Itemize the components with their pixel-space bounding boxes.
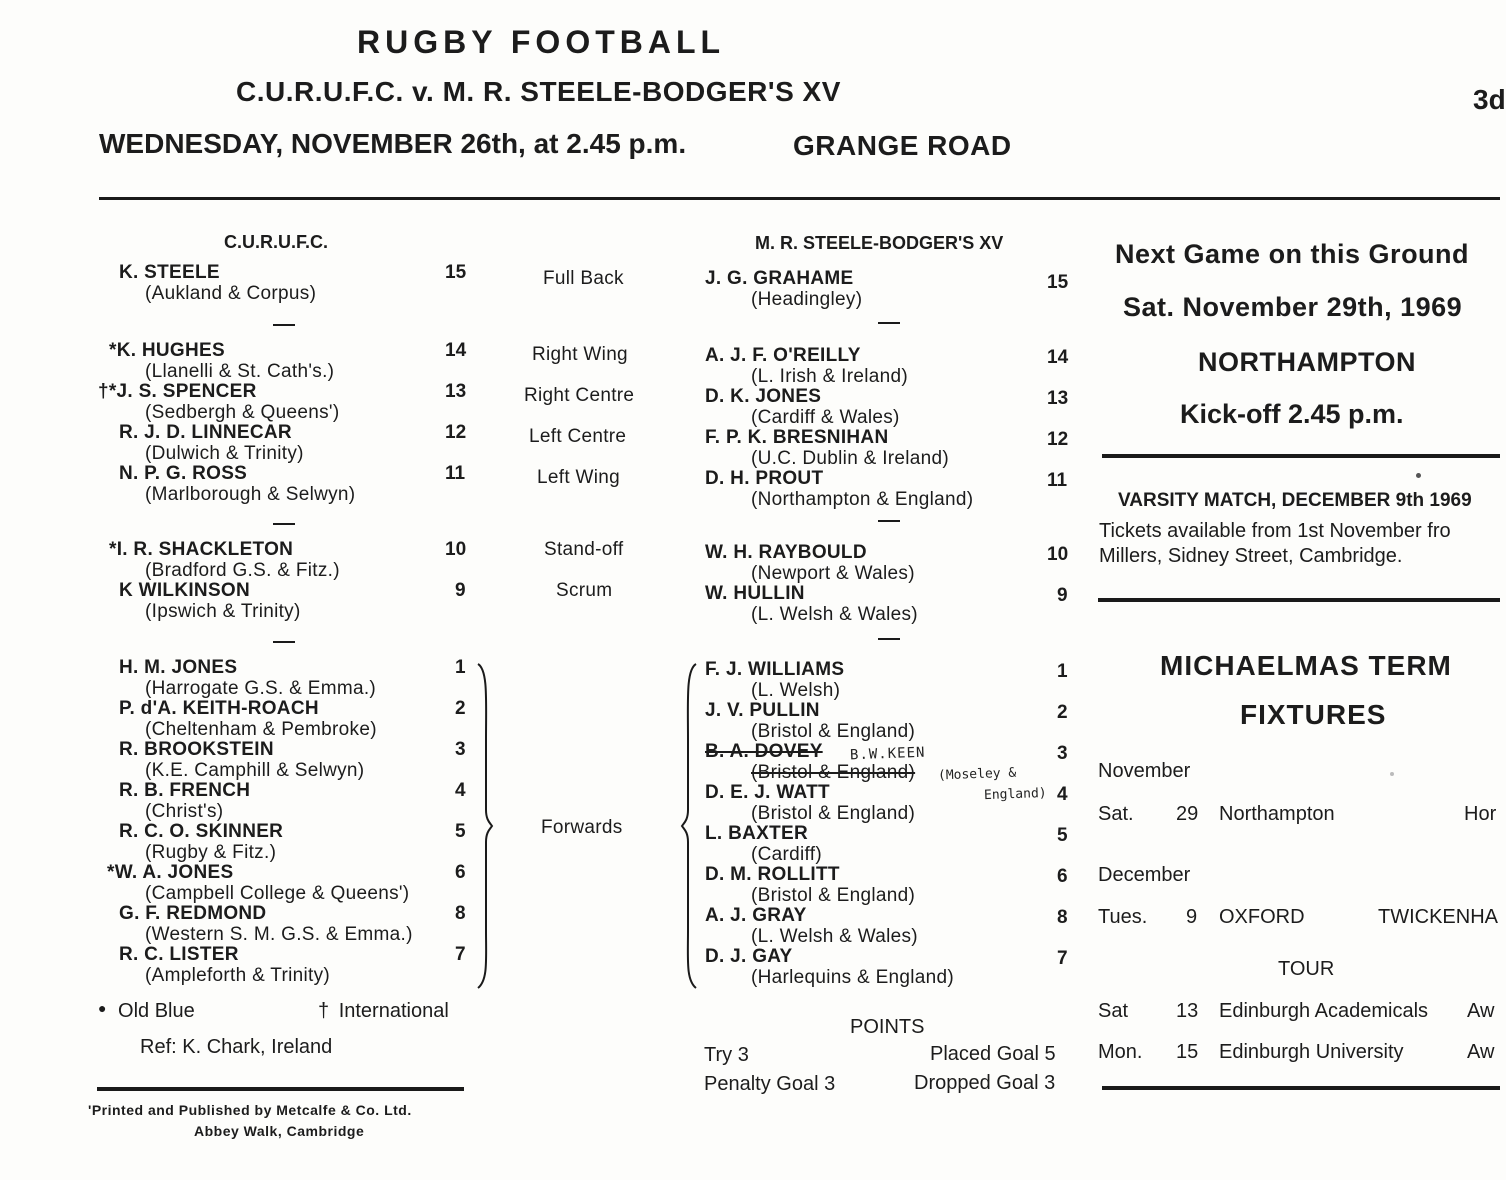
handwritten-replacement-name: B.W.KEEN [849,744,926,764]
player-name: R. J. D. LINNECAR [119,422,292,443]
player-club: (Dulwich & Trinity) [145,443,304,464]
fixture-opponent: OXFORD [1219,906,1305,928]
fixture-date: 9 [1186,906,1198,928]
player-club: (Bristol & England) [751,721,916,742]
player-number: 2 [455,698,466,719]
player-name: J. G. GRAHAME [705,268,854,289]
fixture-day: Sat [1098,1000,1129,1022]
player-name: R. C. O. SKINNER [119,821,284,842]
player-club: (Cardiff) [751,844,822,865]
divider-dash [273,523,295,525]
player-name: N. P. G. ROSS [119,463,248,484]
varsity-tickets-line-2: Millers, Sidney Street, Cambridge. [1099,545,1403,567]
fixture-venue: Hor [1464,803,1497,825]
speck [1390,772,1394,776]
player-club: (Ampleforth & Trinity) [145,965,331,986]
player-number: 14 [445,340,467,361]
player-name: D. E. J. WATT [705,782,830,803]
fixtures-title-2: FIXTURES [1240,699,1387,730]
fixtures-bottom-divider [1102,1086,1500,1090]
points-dropped-goal: Dropped Goal 3 [914,1072,1056,1094]
player-number: 15 [1047,272,1069,293]
points-heading: POINTS [850,1016,925,1038]
player-name: H. M. JONES [119,657,238,678]
old-blue-label: Old Blue [118,1000,195,1022]
home-forwards-bracket [470,660,500,992]
fixture-venue: Aw [1467,1000,1495,1022]
player-number: 9 [455,580,466,601]
player-number: 10 [1047,544,1069,565]
handwritten-replacement-club-1: (Moseley & [937,765,1017,784]
fixture-day: Sat. [1098,803,1134,825]
position-label: Left Centre [529,426,627,447]
player-club: (Harlequins & England) [751,967,955,988]
player-name: F. P. K. BRESNIHAN [705,427,889,448]
player-name: D. K. JONES [705,386,822,407]
player-number: 2 [1057,702,1068,723]
away-team-heading: M. R. STEELE-BODGER'S XV [755,233,1004,253]
player-number: 3 [1057,743,1068,764]
fixture-venue: Aw [1467,1041,1495,1063]
fixtures-tour-heading: TOUR [1278,958,1335,980]
player-club: (L. Welsh) [751,680,841,701]
player-club: (Sedbergh & Queens') [145,402,340,423]
player-number: 8 [1057,907,1068,928]
referee: Ref: K. Chark, Ireland [140,1036,333,1058]
match-venue: GRANGE ROAD [793,130,1012,161]
fixtures-month-november: November [1098,760,1191,782]
player-club: (Newport & Wales) [751,563,915,584]
player-club: (Bristol & England) [751,762,916,783]
player-name: J. V. PULLIN [705,700,820,721]
fixture-date: 15 [1176,1041,1199,1063]
player-club: (L. Welsh & Wales) [751,926,918,947]
international-label: International [338,1000,449,1022]
next-game-kickoff: Kick-off 2.45 p.m. [1180,399,1404,429]
player-club: (Western S. M. G.S. & Emma.) [145,924,413,945]
player-club: (Ipswich & Trinity) [145,601,301,622]
player-number: 4 [1057,784,1068,805]
player-number: 8 [455,903,466,924]
next-game-line-1: Next Game on this Ground [1115,239,1470,269]
player-club: (Bradford G.S. & Fitz.) [145,560,340,581]
player-club: (Rugby & Fitz.) [145,842,277,863]
player-name: W. HULLIN [705,583,805,604]
player-number: 9 [1057,585,1068,606]
player-club: (Northampton & England) [751,489,974,510]
fixture-opponent: Edinburgh University [1219,1041,1404,1063]
player-number: 13 [445,381,467,402]
next-game-opponent: NORTHAMPTON [1198,347,1416,377]
player-number: 4 [455,780,466,801]
printer-line-1: 'Printed and Published by Metcalfe & Co. Ltd. [88,1102,412,1118]
player-club: (Bristol & England) [751,885,916,906]
player-name: B. A. DOVEY [705,741,823,762]
player-number: 12 [1047,429,1069,450]
divider-dash [273,641,295,643]
player-club: (K.E. Camphill & Selwyn) [145,760,365,781]
old-blue-legend [98,1000,195,1023]
player-name: *W. A. JONES [107,862,234,883]
player-number: 7 [455,944,466,965]
header-divider [99,197,1500,200]
divider-dash [878,520,900,522]
divider-dash [878,322,900,324]
player-number: 12 [445,422,467,443]
player-club: (Campbell College & Queens') [145,883,410,904]
player-name: P. d'A. KEITH-ROACH [119,698,319,719]
player-club: (L. Welsh & Wales) [751,604,918,625]
player-club: (Christ's) [145,801,224,822]
player-number: 1 [455,657,466,678]
player-name: A. J. GRAY [705,905,807,926]
page-title: RUGBY FOOTBALL [357,24,726,60]
player-name: D. M. ROLLITT [705,864,840,885]
match-date: WEDNESDAY, NOVEMBER 26th, at 2.45 p.m. [99,128,687,159]
varsity-title: VARSITY MATCH, DECEMBER 9th 1969 [1118,490,1472,511]
next-game-divider [1102,454,1500,458]
player-name: K WILKINSON [119,580,251,601]
points-placed-goal: Placed Goal 5 [930,1043,1056,1065]
handwritten-replacement-club-2: England) [983,785,1047,804]
player-number: 14 [1047,347,1069,368]
position-label: Stand-off [544,539,624,560]
player-number: 10 [445,539,467,560]
fixture-opponent: Northampton [1219,803,1335,825]
away-forwards-bracket [674,660,704,992]
player-club: (U.C. Dublin & Ireland) [751,448,950,469]
player-number: 15 [445,262,467,283]
player-number: 11 [445,463,466,484]
position-label: Full Back [543,268,624,289]
player-name: D. J. GAY [705,946,793,967]
player-number: 1 [1057,661,1068,682]
player-name: W. H. RAYBOULD [705,542,867,563]
varsity-divider [1098,598,1500,602]
player-name: *I. R. SHACKLETON [109,539,294,560]
fixture-day: Tues. [1098,906,1148,928]
position-label: Scrum [556,580,613,601]
player-name: R. BROOKSTEIN [119,739,274,760]
fixtures-month-december: December [1098,864,1191,886]
player-name: †*J. S. SPENCER [98,381,257,402]
programme-price: 3d [1473,84,1506,115]
bullet-icon: ● [98,1000,107,1016]
player-name: F. J. WILLIAMS [705,659,845,680]
player-name: A. J. F. O'REILLY [705,345,861,366]
player-name: K. STEELE [119,262,220,283]
fixture-date: 29 [1176,803,1199,825]
fixture-opponent: Edinburgh Academicals [1219,1000,1429,1022]
player-number: 7 [1057,948,1068,969]
player-club: (Cheltenham & Pembroke) [145,719,377,740]
player-number: 6 [455,862,466,883]
player-club: (Harrogate G.S. & Emma.) [145,678,377,699]
dagger-icon: † [318,1000,330,1022]
player-name: G. F. REDMOND [119,903,267,924]
player-club: (Cardiff & Wales) [751,407,900,428]
home-team-heading: C.U.R.U.F.C. [224,232,329,252]
player-name: L. BAXTER [705,823,808,844]
position-label: Forwards [541,817,623,838]
player-number: 11 [1047,470,1068,491]
match-title: C.U.R.U.F.C. v. M. R. STEELE-BODGER'S XV [236,76,841,107]
fixture-date: 13 [1176,1000,1199,1022]
points-penalty-goal: Penalty Goal 3 [704,1073,836,1095]
position-label: Right Wing [532,344,628,365]
player-number: 6 [1057,866,1068,887]
divider-dash [273,324,295,326]
player-club: (L. Irish & Ireland) [751,366,908,387]
player-club: (Llanelli & St. Cath's.) [145,361,335,382]
player-name: D. H. PROUT [705,468,824,489]
fixture-day: Mon. [1098,1041,1143,1063]
player-name: *K. HUGHES [109,340,225,361]
fixtures-title-1: MICHAELMAS TERM [1160,650,1452,681]
player-club: (Headingley) [751,289,863,310]
points-try: Try 3 [704,1044,749,1066]
position-label: Left Wing [537,467,620,488]
international-legend [318,1000,449,1023]
next-game-line-2: Sat. November 29th, 1969 [1123,292,1463,322]
player-name: R. B. FRENCH [119,780,251,801]
divider-dash [878,638,900,640]
varsity-tickets-line-1: Tickets available from 1st November fro [1099,520,1451,542]
player-club: (Marlborough & Selwyn) [145,484,356,505]
fixture-venue: TWICKENHA [1378,906,1498,928]
printer-line-2: Abbey Walk, Cambridge [194,1123,365,1139]
position-label: Right Centre [524,385,635,406]
footer-divider [97,1087,464,1091]
player-club: (Aukland & Corpus) [145,283,317,304]
player-number: 5 [455,821,466,842]
player-club: (Bristol & England) [751,803,916,824]
player-number: 5 [1057,825,1068,846]
player-name: R. C. LISTER [119,944,239,965]
player-number: 3 [455,739,466,760]
speck [1416,473,1421,478]
player-number: 13 [1047,388,1069,409]
